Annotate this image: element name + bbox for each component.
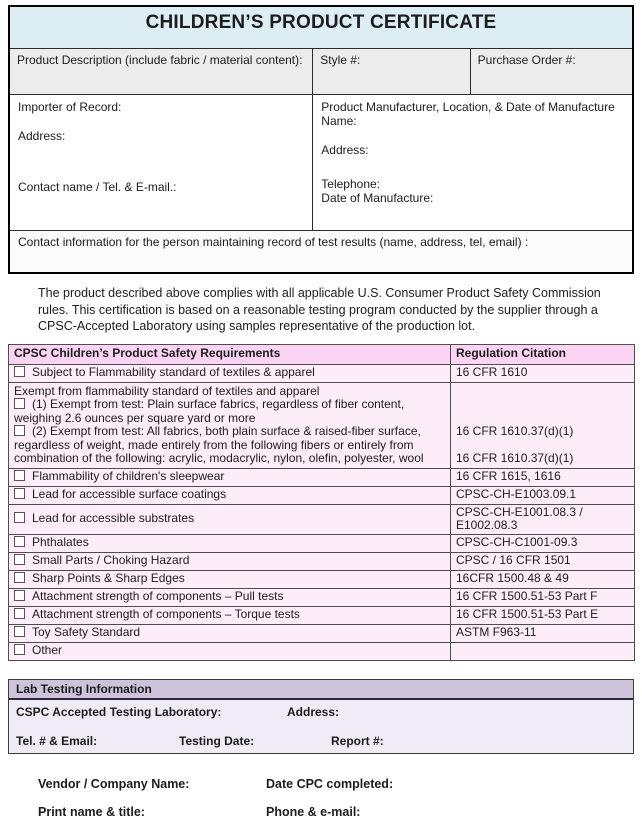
lab-section-header: Lab Testing Information	[9, 680, 633, 700]
manufacturer-address-label: Address:	[321, 143, 369, 157]
table-header-row	[9, 344, 635, 364]
requirement-label: Phthalates	[32, 535, 89, 550]
records-contact-field[interactable]	[10, 230, 632, 272]
exempt-intro: Exempt from flammability standard of textiles and apparel	[14, 383, 320, 398]
requirement-label: Other	[32, 643, 63, 658]
citation-cell: 16 CFR 1610.37(d)(1)	[456, 451, 574, 465]
style-number-field[interactable]	[312, 49, 469, 94]
table-row-exempt	[9, 382, 635, 468]
requirement-label: Sharp Points & Sharp Edges	[32, 571, 185, 586]
lab-testing-section	[8, 679, 634, 754]
checkbox-icon[interactable]	[14, 512, 25, 523]
lab-section-body[interactable]	[9, 700, 633, 753]
requirements-table	[8, 344, 635, 661]
table-row	[9, 624, 635, 642]
citation-cell: CPSC-CH-E1003.09.1	[451, 486, 635, 504]
table-row	[9, 570, 635, 588]
requirement-label: Attachment strength of components – Torque tests	[32, 607, 300, 622]
importer-manufacturer-row	[10, 94, 632, 230]
table-row	[9, 468, 635, 486]
purchase-order-label: Purchase Order #:	[477, 53, 576, 67]
style-number-label: Style #:	[320, 53, 361, 67]
citation-cell: 16 CFR 1500.51-53 Part E	[451, 606, 635, 624]
requirement-label: Flammability of children's sleepwear	[32, 469, 225, 484]
citation-cell: CPSC / 16 CFR 1501	[451, 552, 635, 570]
importer-of-record-field[interactable]	[10, 95, 312, 230]
requirement-label: Toy Safety Standard	[32, 625, 141, 640]
table-row	[9, 364, 635, 382]
manufacturer-telephone-label: Telephone:	[321, 177, 380, 191]
exempt-item1-label: (1) Exempt from test: Plain surface fabrics, regardless of fiber content, weighing 2.6 ounces per square yard or more	[14, 397, 405, 425]
citation-cell: CPSC-CH-C1001-09.3	[451, 534, 635, 552]
checkbox-icon[interactable]	[14, 590, 25, 601]
checkbox-icon[interactable]	[14, 366, 25, 377]
product-description-field[interactable]	[10, 49, 312, 94]
records-contact-label: Contact information for the person maintaining record of test results (name, address, tel, email) :	[18, 235, 529, 249]
table-row	[9, 552, 635, 570]
checkbox-icon[interactable]	[14, 398, 25, 409]
date-completed-label: Date CPC completed:	[266, 776, 394, 791]
requirement-label: Lead for accessible substrates	[32, 511, 195, 526]
product-description-label: Product Description (include fabric / material content):	[17, 53, 303, 67]
requirement-label: Subject to Flammability standard of textiles & apparel	[32, 365, 315, 380]
citation-cell: 16CFR 1500.48 & 49	[451, 570, 635, 588]
checkbox-icon[interactable]	[14, 488, 25, 499]
checkbox-icon[interactable]	[14, 554, 25, 565]
manufacturer-heading: Product Manufacturer, Location, & Date of Manufacture	[321, 100, 615, 114]
table-row	[9, 486, 635, 504]
certificate-title: CHILDREN’S PRODUCT CERTIFICATE	[10, 7, 632, 48]
table-row	[9, 642, 635, 660]
lab-laboratory-label: CSPC Accepted Testing Laboratory:	[16, 704, 222, 719]
checkbox-icon[interactable]	[14, 470, 25, 481]
citation-cell: CPSC-CH-E1001.08.3 / E1002.08.3	[451, 504, 635, 534]
vendor-name-label: Vendor / Company Name:	[38, 776, 190, 791]
requirement-label: Attachment strength of components – Pull tests	[32, 589, 284, 604]
table-row	[9, 504, 635, 534]
citation-cell	[451, 642, 635, 660]
exempt-item2-label: (2) Exempt from test: All fabrics, both plain surface & raised-fiber surface, regardless of weight, made entirely from the following fibers or entirely from combination of the following: acrylic, modacrylic, nylon, olefin, polyester, wool	[14, 424, 424, 465]
requirements-header: CPSC Children’s Product Safety Requirements	[9, 344, 451, 364]
importer-contact-label: Contact name / Tel. & E-mail.:	[18, 180, 177, 194]
manufacturer-field[interactable]	[312, 95, 632, 230]
manufacturer-name-label: Name:	[321, 114, 357, 128]
citation-cell: ASTM F963-11	[451, 624, 635, 642]
product-info-row	[10, 48, 632, 94]
requirement-label: Small Parts / Choking Hazard	[32, 553, 190, 568]
lab-report-label: Report #:	[331, 733, 384, 748]
citation-header: Regulation Citation	[451, 344, 635, 364]
top-form	[8, 5, 634, 274]
purchase-order-field[interactable]	[470, 49, 632, 94]
checkbox-icon[interactable]	[14, 608, 25, 619]
print-name-label: Print name & title:	[38, 804, 145, 819]
table-row	[9, 534, 635, 552]
table-row	[9, 588, 635, 606]
importer-address-label: Address:	[18, 129, 66, 143]
checkbox-icon[interactable]	[14, 572, 25, 583]
lab-address-label: Address:	[287, 704, 340, 719]
lab-testing-date-label: Testing Date:	[179, 733, 255, 748]
compliance-statement: The product described above complies with all applicable U.S. Consumer Product Safety Commission rules. This certification is based on a reasonable testing program conducted by the supplier through a CPSC-Accepted Laboratory using samples representative of the production lot.	[38, 286, 601, 333]
manufacturer-date-label: Date of Manufacture:	[321, 191, 434, 205]
checkbox-icon[interactable]	[14, 425, 25, 436]
requirement-label: Lead for accessible surface coatings	[32, 487, 227, 502]
importer-heading: Importer of Record:	[18, 100, 122, 114]
citation-cell: 16 CFR 1615, 1616	[451, 468, 635, 486]
lab-tel-email-label: Tel. # & Email:	[16, 733, 98, 748]
citation-cell: 16 CFR 1610.37(d)(1)	[456, 424, 574, 439]
phone-email-label: Phone & e-mail:	[266, 804, 361, 819]
citation-cell: 16 CFR 1610	[451, 364, 635, 382]
checkbox-icon[interactable]	[14, 644, 25, 655]
checkbox-icon[interactable]	[14, 626, 25, 637]
signature-section	[8, 777, 634, 819]
citation-cell: 16 CFR 1500.51-53 Part F	[451, 588, 635, 606]
checkbox-icon[interactable]	[14, 536, 25, 547]
table-row	[9, 606, 635, 624]
